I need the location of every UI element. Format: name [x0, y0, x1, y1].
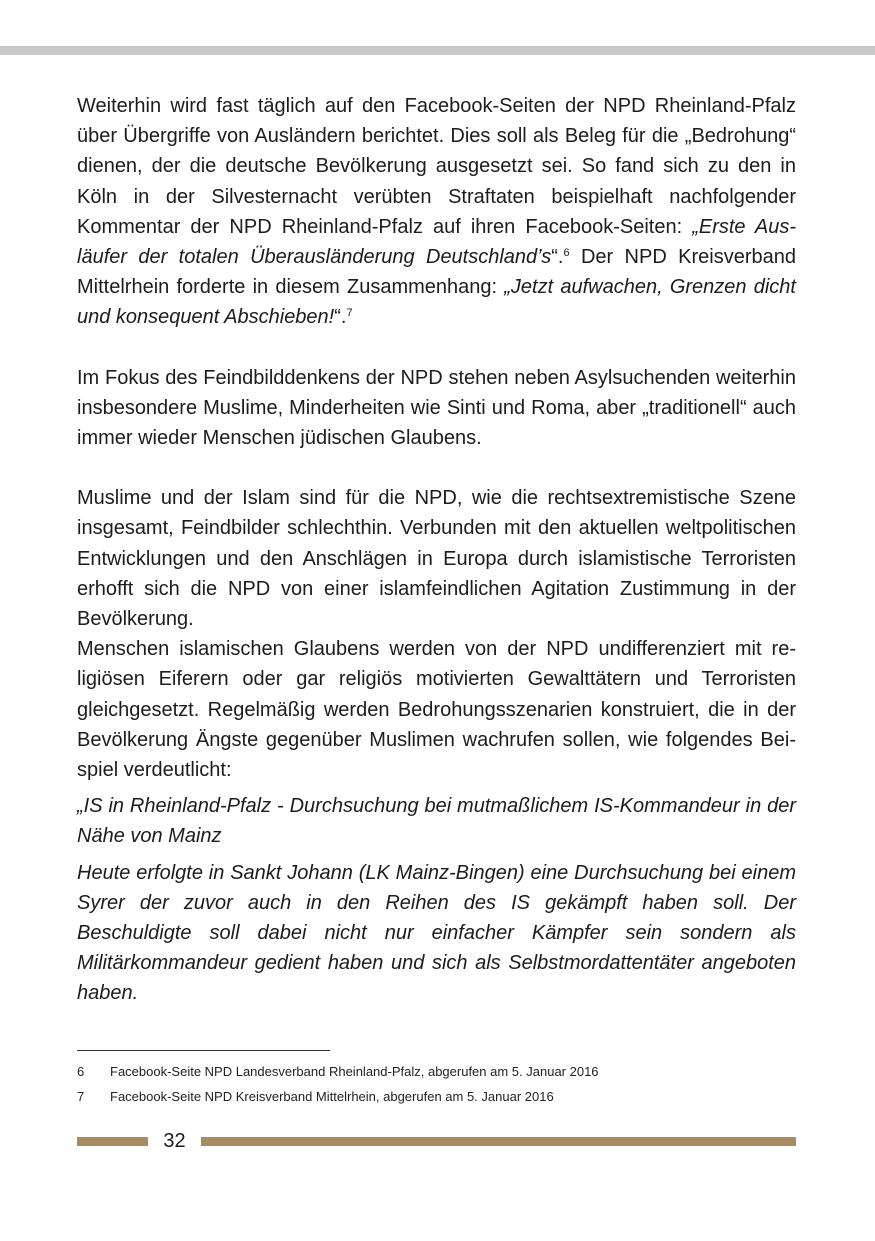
header-rule: [0, 46, 875, 55]
paragraph-1-text-a: Weiterhin wird fast täglich auf den Facebook-Seiten der NPD Rheinland-Pfalz über Übergriffe von Ausländern berichtet. Dies soll als Beleg für die „Bedrohung“ dienen, der die deutsche Bevölkerung ausgesetzt sei. So fand sich zu den in Köln in der Silvesternacht verübten Straftaten beispielhaft nachfolgender Kommentar der NPD Rheinland-Pfalz auf ihren Facebook-Seiten:: [77, 95, 796, 238]
paragraph-2: Im Fokus des Feindbilddenkens der NPD stehen neben Asylsuchenden weiterhin insbesondere Muslime, Minderheiten wie Sinti und Roma, aber „traditionell“ auch immer wieder Menschen jüdischen Glaubens.: [77, 366, 796, 450]
page-number: 32: [163, 1130, 186, 1152]
paragraph-1: [77, 91, 796, 333]
quoted-headline: „IS in Rheinland-Pfalz - Durchsuchung bei mutmaßlichem IS-Kommandeur in der Nähe von Mainz: [77, 795, 796, 848]
footer-bar-right: [201, 1137, 796, 1146]
paragraph-gap: [77, 333, 796, 363]
footnote-number: 6: [77, 1064, 85, 1079]
body-text: [77, 91, 796, 1009]
footnote-ref-7[interactable]: 7: [346, 307, 353, 320]
closing-quote-mark: “.: [551, 246, 564, 269]
footnote-separator: [77, 1050, 330, 1051]
footnotes: [77, 1059, 796, 1109]
footnote-6: [77, 1059, 796, 1084]
closing-quote-mark: “.: [334, 306, 347, 329]
paragraph-4: Menschen islamischen Glaubens werden von der NPD undifferenziert mit religiösen Eiferern oder gar religiös motivierten Gewalttätern und Terroristen gleichgesetzt. Regelmäßig werden Bedrohungsszenarien konstruiert, die in der Bevölkerung Ängste gegenüber Muslimen wachrufen sollen, wie folgendes Beispiel verdeutlicht:: [77, 638, 796, 782]
footnote-ref-6[interactable]: 6: [563, 247, 570, 260]
footnote-text: Facebook-Seite NPD Landesverband Rheinland-Pfalz, abgerufen am 5. Januar 2016: [110, 1064, 599, 1079]
quote-jetzt-aufwachen: „Jetzt aufwachen, Grenzen dicht und konsequent Abschieben!: [77, 276, 796, 329]
quote-erste-auslaeufer: „Erste Ausläufer der totalen Überausländerung Deutschland’s: [77, 215, 797, 269]
paragraph-3: Muslime und der Islam sind für die NPD, wie die rechtsextremistische Szene insgesamt, Feindbilder schlechthin. Verbunden mit den aktuellen weltpolitischen Entwicklungen und den Anschlägen in Europa durch islamistische Terroristen erhofft sich die NPD von einer islamfeindlichen Agitation Zustimmung in der Bevölkerung.: [77, 487, 796, 631]
footnote-number: 7: [77, 1089, 85, 1104]
footer-bar-left: [77, 1137, 148, 1146]
paragraph-1-text-b: Der NPD Kreisverband Mittelrhein forderte in diesem Zusammenhang:: [77, 246, 796, 299]
paragraph-gap: [77, 453, 796, 483]
quoted-body: Heute erfolgte in Sankt Johann (LK Mainz-Bingen) eine Durchsuchung bei einem Syrer der zuvor auch in den Reihen des IS gekämpft haben soll. Der Beschuldigte soll dabei nicht nur einfacher Kämpfer sein sondern als Militärkommandeur gedient haben und sich als Selbstmordattentäter angeboten haben.: [77, 861, 796, 1005]
footnote-text: Facebook-Seite NPD Kreisverband Mittelrhein, abgerufen am 5. Januar 2016: [110, 1089, 554, 1104]
footnote-7: [77, 1084, 796, 1109]
